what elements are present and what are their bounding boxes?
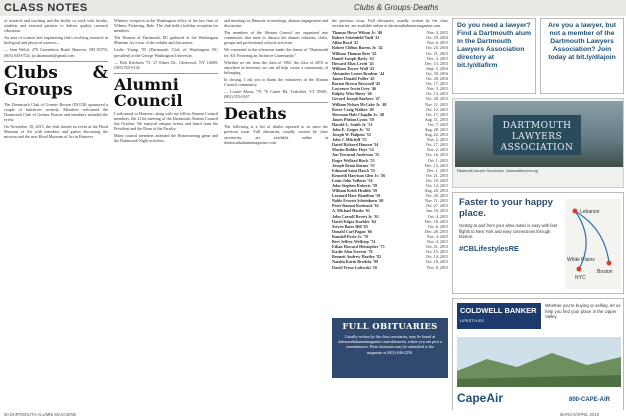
death-date: Oct. 15, 2015 [425, 249, 448, 255]
death-name: Ethan Howard Heistopher '75 [332, 244, 385, 250]
column-2 [114, 18, 218, 145]
ad-capeair[interactable] [452, 192, 624, 294]
deaths-list [332, 30, 448, 269]
death-date: Aug. 11, 2015 [424, 116, 448, 122]
death-name: Barton Brown Brownell '45 [332, 81, 381, 87]
obituaries-body: Usually written by the class secretaries, may be found at dartmouthalumnimagazine.com/obituaries, where you can post a remembrance. Print obituaries may be submitted to the magazine at (603) 646-2256. [338, 334, 442, 355]
death-name: John J. Mitchell '53 [332, 137, 367, 143]
death-date: Nov. 8, 2015 [426, 264, 448, 270]
death-name: David Edgar Kuebler '64 [332, 218, 376, 224]
paragraph: Leslie Young '95 (Dartmouth Club of Washington DC president) at the George Washington University. [114, 47, 218, 58]
paragraph: of research and teaching and the ability to work with faculty, students and external partners to deliver quality research education. [4, 18, 108, 34]
landscape-photo [457, 337, 621, 387]
ad-find-lawyer[interactable] [452, 18, 536, 94]
death-date: Oct. 27, 2015 [425, 203, 448, 209]
death-date: Oct. 28, 2016 [425, 76, 448, 82]
section-label: CLASS NOTES [4, 2, 88, 14]
death-name: Natalia Karin Brodsky '08 [332, 259, 379, 265]
ad-join-dla[interactable] [540, 18, 624, 94]
death-date: Nov. 4, 2015 [426, 239, 448, 245]
death-name: Kenneth Harrison Glen Jr. '56 [332, 172, 386, 178]
full-obituaries-box [332, 318, 448, 378]
ad-body: Getting to and from your alma mater is easy with fast flights to New York and easy connections through Boston. [459, 223, 557, 239]
death-name: Noble Everett Scheinhorn '60 [332, 198, 384, 204]
death-date: Nov. 2, 2015 [426, 147, 448, 153]
death-date: Dec. 1, 2015 [427, 167, 448, 173]
death-name: Rover Craig Walker '49 [332, 106, 374, 112]
death-date: Aug. 26, 2015 [424, 188, 448, 194]
death-name: William Keith Healith '59 [332, 188, 378, 194]
paragraph: On November 10, 2015, the club hosted an event at the Hood Museum of Art with members and guests discussing the mission and the new Hood Museum of Art in Hanover. [4, 124, 108, 140]
divider [114, 73, 218, 74]
column-3 [224, 18, 328, 147]
death-date: Nov. 11, 2015 [424, 101, 448, 107]
dla-sign: DARTMOUTH LAWYERS ASSOCIATION [493, 115, 581, 155]
death-name: David Teruo Lulewski '10 [332, 264, 377, 270]
divider [4, 61, 108, 62]
death-name: Howard Elias Levitt '43 [332, 60, 374, 66]
death-date: Dec. 18, 2015 [425, 218, 448, 224]
ad-text: Do you need a lawyer? Find a Dartmouth alum in the Dartmouth Lawyers Association directory at [457, 22, 532, 61]
ad-hashtag[interactable]: #CBLifestylesRE [459, 243, 520, 253]
ad-coldwell-banker[interactable] [452, 298, 624, 418]
death-name: Gerard Joseph Barbero '47 [332, 96, 380, 102]
death-date: Nov. 4, 2015 [426, 233, 448, 239]
death-date: Aug. 28, 2015 [424, 126, 448, 132]
death-name: Lawrence Irwin Grey '46 [332, 86, 377, 92]
death-name: Randall Porte Jr. '70 [332, 233, 369, 239]
death-name: Sherman Hale Chaplin Jr. '49 [332, 111, 385, 117]
photo-caption: Dartmouth Lawyers Association · dartmouthlawyers.org [457, 169, 539, 173]
death-date: Oct. 1, 2015 [427, 157, 448, 163]
footer-left: 60 DARTMOUTH ALUMNI MAGAZINE [4, 412, 77, 417]
death-date: Oct. 29, 2016 [425, 35, 448, 41]
death-date: Dec. 13, 2015 [425, 60, 448, 66]
cb-brand: COLDWELL BANKER [460, 306, 537, 315]
section-heading-clubs: Clubs & Groups [4, 62, 108, 100]
death-name: Albin Boyd '41 [332, 40, 359, 46]
death-name: John Carroll Revett Jr. '63 [332, 213, 379, 219]
death-name: Robert Scheinfeld Tuell '41 [332, 35, 380, 41]
death-date: Oct. 17, 2015 [425, 111, 448, 117]
death-name: Joseph Brian Barnes '55 [332, 162, 375, 168]
page-title: Clubs & Groups·Deaths [354, 3, 439, 12]
death-date: Oct. 21, 2015 [425, 50, 448, 56]
capeair-phone[interactable]: 800-CAPE-AIR [569, 397, 611, 403]
header-bar [0, 0, 626, 16]
death-name: Thomas Howe Wilson Jr. '40 [332, 30, 383, 36]
death-date: Nov. 3, 2015 [426, 86, 448, 92]
paragraph: We convened in the afternoon under the theme of "Dartmouth for All: Fostering an Inclusive Community." [224, 47, 328, 58]
death-name: Ralphy Wise Butey '46 [332, 91, 372, 97]
page-footer [0, 410, 626, 420]
section-heading-deaths: Deaths [224, 104, 287, 124]
paragraph: The following is a list of deaths reported to us since the previous issue. Full obituaries, usually written by class secretaries, are available online at dartmouthalumnimagazine.com. [224, 124, 328, 145]
column-1 [4, 18, 108, 141]
section-heading-alumni-council: Alumni Council [114, 74, 183, 110]
death-name: Harold L. Smith Jr. '51 [332, 121, 373, 127]
death-date: Nov. 11, 2015 [424, 198, 448, 204]
town-label: Lebanon [580, 209, 600, 215]
paragraph: An area of science and engineering that's evolving research in biological and physical sciences... [4, 35, 108, 46]
paragraph: the previous issue. Full obituaries, usually written by the class secretaries, are available online at dartmouthalumnimagazine.com. [332, 18, 448, 29]
death-name: James Donald Fuller '45 [332, 76, 375, 82]
death-name: Edmond Saint Hatch '55 [332, 167, 376, 173]
paragraph: — Louise Moon, '79, 76 Carter Rd, Yorkshire, VT 05001; (802) 555-0167 [224, 89, 328, 100]
death-date: Oct. 13, 2015 [425, 91, 448, 97]
ad-body: Whether you're buying or selling, let us help you find your place in the Upper Valley. [545, 303, 621, 320]
death-date: Oct. 30, 2015 [425, 193, 448, 199]
death-name: Bennett Andrew Hartley '82 [332, 254, 382, 260]
death-date: Oct. 17, 2015 [425, 81, 448, 87]
death-name: Donald Carl Pagan '66 [332, 228, 372, 234]
death-name: William Nelson McCabe Jr. '48 [332, 101, 387, 107]
death-date: Oct. 14, 2015 [425, 183, 448, 188]
divider [224, 102, 328, 103]
death-name: William Thomas Bere '43 [332, 50, 377, 56]
paragraph: The members of the Alumni Council are organized into committees that meet to discuss the alumni relations, clubs, groups and professional schools activities. [224, 30, 328, 46]
ad-dla-photo [452, 98, 624, 188]
town-label: NYC [575, 275, 586, 281]
paragraph: The Dartmouth Club of Greater Boston (DCGB) sponsored a couple of initiatives recently. Members welcomed the Dartmouth Club of Greater Boston and members attended the event. [4, 101, 108, 122]
paragraph: and meetings in Hanover at meetings, alumni engagement and discussion. [224, 18, 328, 29]
death-name: Joseph W. Halpem '52 [332, 132, 371, 138]
death-date: Nov. 4, 2015 [426, 30, 448, 36]
death-name: Martin Ridder Hoyt '54 [332, 147, 374, 153]
death-date: Oct. 10, 2015 [425, 177, 448, 183]
capeair-name: CapeAir [457, 391, 504, 405]
death-date: Oct. 28, 2015 [425, 96, 448, 102]
death-date: Aug. 22, 2015 [424, 132, 448, 138]
column-4 [332, 18, 448, 270]
death-name: A. Michael Hauke '61 [332, 208, 370, 214]
paragraph: Many council members attended the Homecoming game and the Dartmouth Night activities. [114, 133, 218, 144]
death-name: Peter Ramon Kuttnack '61 [332, 203, 379, 209]
death-date: Oct. 4, 2015 [427, 213, 448, 219]
death-date: Oct. 18, 2015 [425, 259, 448, 265]
paragraph: In closing, I ask you to thank the volunteers of the Alumni Council community. [224, 76, 328, 88]
death-name: John Stephen Roberts '59 [332, 183, 377, 188]
death-date: Nov. 6, 2015 [426, 40, 448, 46]
paragraph: I welcomed to Hanover, along with my fellow Alumni Council members, the 211th meeting of the Dartmouth Alumni Council last October. We enjoyed campus events and heard from the President and the Dean of the Faculty. [114, 110, 218, 132]
death-date: Oct. 23, 2016 [425, 45, 448, 51]
death-name: Robert Clifton Barrus Jr. '42 [332, 45, 383, 51]
cb-sub: LIFESTYLES [460, 318, 484, 323]
death-name: Roger Wellard Birch '55 [332, 157, 375, 163]
death-name: Alexander Lester Brodeur '44 [332, 70, 385, 76]
town-label: White Plains [567, 257, 595, 263]
paragraph: The Women of Dartmouth DC gathered at the Washington Museum for a tour of the exhibit and discussion. [114, 35, 218, 46]
paragraph: Whitney reception at the Washington office of the law firm of Wilmer, Pickering, Hale. The club held a holiday reception for members. [114, 18, 218, 34]
ad-text: Are you a lawyer, but not a member of the Dartmouth Lawyers Association? Join today at [548, 22, 616, 61]
death-date: Sept. 5, 2016 [426, 65, 448, 71]
paragraph: — Jean Welch, 270 Greensboro Road, Hanover, NH 03755; (603) 643-0724; jw.dartmouth@gmail.com [4, 47, 108, 58]
death-date: Oct. 16, 2015 [425, 152, 448, 158]
ad-link[interactable]: bit.ly/dlafirm [457, 62, 498, 69]
death-name: Daniel Joseph Bavly '43 [332, 55, 374, 61]
paragraph: — Bob Ketchum '73, 27 Elmer Dr., Glenwood, NY 14069; (585) 555-0134 [114, 59, 218, 70]
death-date: Oct. 7, 2015 [427, 121, 448, 127]
death-name: Jon Townend Anderson '55 [332, 152, 380, 158]
death-name: John E. Geiger Jr. '52 [332, 126, 370, 132]
paragraph: Whether we are from the class of 1965, the class of 2010 or anywhere in between, we can all help create a community of belonging. [224, 59, 328, 75]
death-name: Steven Bates Hill '65 [332, 223, 369, 229]
death-name: Kaslie Alan Stevens '76 [332, 249, 373, 255]
death-date: Oct. 17, 2015 [425, 142, 448, 148]
death-date: Dec. 13, 2015 [425, 162, 448, 168]
death-date: Dec. 28, 2015 [425, 228, 448, 234]
death-date: Oct. 6, 2015 [427, 223, 448, 229]
death-name: David Richard Hansen '54 [332, 142, 379, 148]
death-entry [332, 265, 448, 270]
death-date: Nov. 2, 2015 [426, 137, 448, 143]
death-name: Bert Jeffrey Wellstep '74 [332, 239, 376, 245]
death-date: Oct. 12, 2015 [425, 106, 448, 112]
town-label: Boston [597, 269, 613, 275]
ad-headline: Faster to your happy place. [459, 197, 553, 219]
footer-right: MARCH/APRIL 2016 [560, 412, 599, 417]
death-date: Oct. 21, 2015 [425, 172, 448, 178]
death-date: Jan. 10, 2015 [426, 208, 448, 214]
death-name: James Phelan Lyons '50 [332, 116, 374, 122]
death-date: Dec. 3, 2015 [427, 55, 448, 61]
death-date: Oct. 30, 2016 [425, 70, 448, 76]
obituaries-title: FULL OBITUARIES [342, 322, 438, 332]
death-date: Oct. 21, 2015 [425, 244, 448, 250]
death-name: Louis John Vollmer '56 [332, 177, 373, 183]
death-date: Oct. 14, 2015 [425, 254, 448, 260]
death-name: Leonard Hart Hamilton '59 [332, 193, 381, 199]
death-name: William Troyer Wall '43 [332, 65, 375, 71]
route-map [565, 199, 621, 289]
ad-link[interactable]: bit.ly/dlajoin [576, 54, 616, 61]
cb-logo [457, 303, 541, 329]
